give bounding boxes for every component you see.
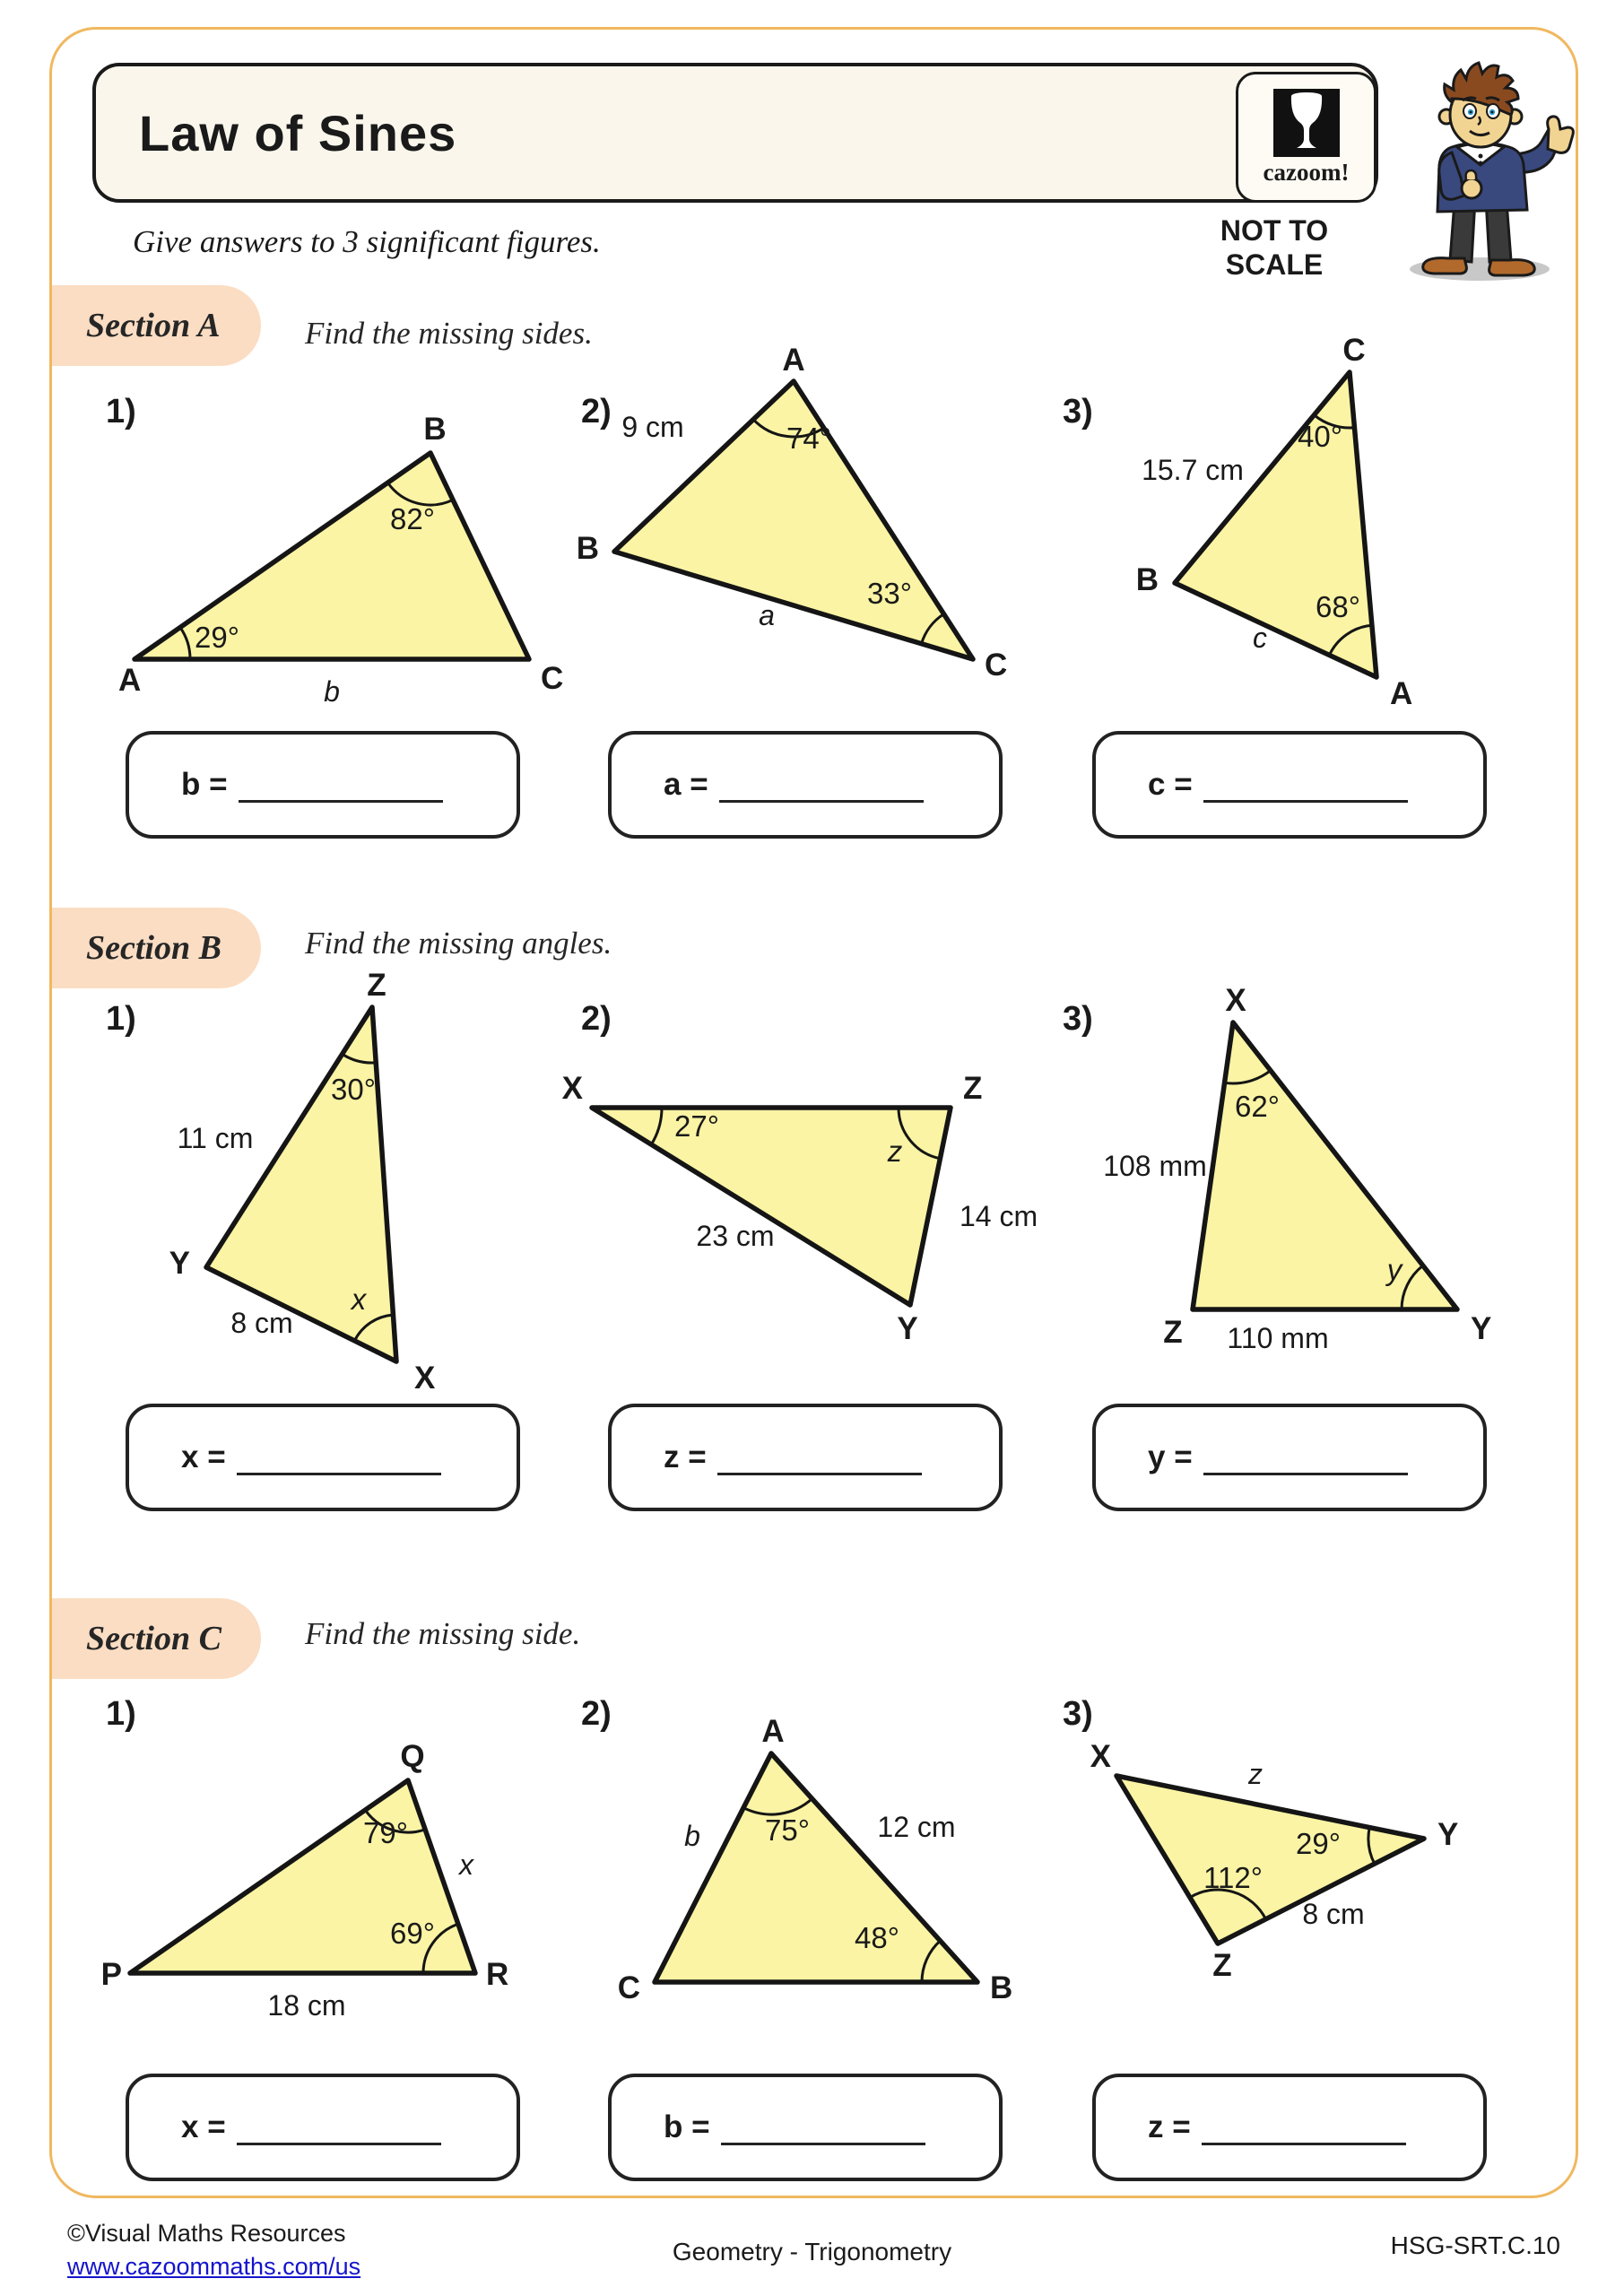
vertex-label: X [1090, 1739, 1111, 1774]
answer-blank-line [721, 2143, 925, 2145]
answer-label: b = [664, 2109, 710, 2144]
answer-box [608, 1404, 1003, 1511]
answer-box [1092, 2074, 1487, 2181]
triangle-c3 [1090, 1739, 1529, 2022]
side-label: 12 cm [877, 1811, 956, 1843]
angle-label: 82° [390, 502, 435, 535]
answer-label: c = [1148, 767, 1193, 802]
triangle-b1 [161, 968, 466, 1406]
answer-blank-line [237, 1473, 441, 1475]
footer-url-link[interactable]: www.cazoommaths.com/us [67, 2253, 361, 2280]
vertex-label: X [561, 1071, 583, 1106]
triangle-shape [1116, 1776, 1424, 1944]
angle-label: y [1386, 1253, 1403, 1286]
triangle-shape [135, 453, 529, 659]
side-label: x [459, 1848, 473, 1881]
side-label: 9 cm [621, 411, 684, 443]
answer-label: b = [181, 767, 228, 802]
vertex-label: A [761, 1714, 785, 1749]
problem-number: 2) [581, 1695, 612, 1733]
answer-blank-line [1202, 2143, 1406, 2145]
section-b-instruction: Find the missing angles. [305, 926, 612, 961]
vertex-label: Z [367, 968, 386, 1003]
angle-label: z [887, 1135, 903, 1168]
triangle-c1 [100, 1739, 511, 2036]
section-c-label: Section C [52, 1598, 261, 1679]
vertex-label: Y [1437, 1817, 1459, 1852]
angle-label: x [351, 1283, 367, 1316]
triangle-b2 [561, 1071, 1076, 1350]
angle-label: 33° [867, 577, 912, 610]
vertex-label: A [782, 343, 805, 378]
vertex-label: Z [963, 1071, 983, 1106]
side-label: 108 mm [1103, 1150, 1207, 1182]
problem-number: 1) [106, 393, 136, 430]
not-to-scale-line1: NOT TO [1220, 214, 1329, 247]
vertex-label: Y [169, 1246, 190, 1281]
answer-box [126, 1404, 520, 1511]
triangle-a2 [574, 343, 1022, 686]
vertex-label: C [541, 661, 564, 696]
vertex-label: B [423, 412, 447, 447]
angle-label: 79° [363, 1816, 408, 1849]
side-label: z [1248, 1758, 1263, 1790]
triangle-b3 [1103, 983, 1524, 1368]
angle-label: 29° [195, 621, 239, 654]
angle-label: 75° [765, 1813, 810, 1847]
side-label: b [324, 675, 340, 708]
vertex-label: B [990, 1970, 1013, 2005]
vertex-label: X [414, 1361, 436, 1396]
side-label: 8 cm [230, 1307, 293, 1339]
triangle-shape [1193, 1022, 1457, 1309]
vertex-label: A [1390, 676, 1413, 711]
vertex-label: Y [1471, 1311, 1492, 1346]
section-c-instruction: Find the missing side. [305, 1616, 581, 1651]
vertex-label: P [100, 1957, 122, 1992]
cazoom-goblet-icon [1273, 89, 1340, 157]
answer-box [608, 731, 1003, 839]
vertex-label: Y [897, 1311, 918, 1346]
answer-label: x = [181, 1439, 226, 1474]
vertex-label: Z [1163, 1315, 1183, 1350]
vertex-label: B [1135, 562, 1159, 597]
vertex-label: R [486, 1957, 509, 1992]
triangle-a3 [1112, 333, 1587, 711]
side-label: 8 cm [1302, 1898, 1365, 1930]
answer-label: y = [1148, 1439, 1193, 1474]
answer-box [608, 2074, 1003, 2181]
vertex-label: C [985, 648, 1008, 683]
vertex-label: A [118, 663, 142, 698]
vertex-label: B [576, 531, 599, 566]
section-a-instruction: Find the missing sides. [305, 316, 593, 351]
triangle-c2 [617, 1714, 1022, 2009]
footer-copyright: ©Visual Maths Resources [67, 2220, 346, 2247]
answer-box [126, 2074, 520, 2181]
answer-blank-line [237, 2143, 441, 2145]
answer-blank-line [1203, 800, 1408, 803]
angle-label: 69° [390, 1917, 435, 1950]
student-mascot-illustration [1385, 47, 1578, 284]
answer-label: z = [1148, 2109, 1191, 2144]
problem-number: 1) [106, 1695, 136, 1733]
side-label: 14 cm [960, 1200, 1038, 1232]
not-to-scale-line2: SCALE [1225, 248, 1324, 281]
answer-box [1092, 1404, 1487, 1511]
section-a-label: Section A [52, 285, 261, 366]
angle-label: 62° [1235, 1090, 1280, 1123]
vertex-label: Q [400, 1739, 425, 1774]
problem-number: 3) [1063, 1695, 1093, 1733]
angle-label: 74° [786, 422, 831, 455]
side-label: c [1253, 622, 1267, 654]
cazoom-logo [1236, 72, 1376, 203]
general-instruction: Give answers to 3 significant figures. [133, 224, 601, 259]
triangle-shape [1175, 372, 1376, 677]
problem-number: 3) [1063, 393, 1093, 430]
angle-label: 48° [855, 1921, 899, 1954]
side-label: 18 cm [267, 1989, 346, 2022]
vertex-label: C [1342, 333, 1366, 368]
problem-number: 2) [581, 1000, 612, 1038]
footer-category: Geometry - Trigonometry [672, 2238, 952, 2266]
answer-label: z = [664, 1439, 707, 1474]
side-label: a [759, 599, 775, 631]
angle-label: 112° [1203, 1861, 1263, 1894]
logo-wordmark: cazoom! [1263, 158, 1350, 186]
triangle-a1 [117, 404, 565, 709]
angle-label: 40° [1298, 420, 1342, 453]
vertex-label: Z [1212, 1948, 1232, 1983]
angle-label: 27° [674, 1109, 719, 1143]
answer-blank-line [719, 800, 924, 803]
angle-label: 68° [1316, 590, 1360, 623]
section-b-label: Section B [52, 908, 261, 988]
footer-standard-code: HSG-SRT.C.10 [1390, 2231, 1560, 2259]
triangle-shape [655, 1753, 977, 1982]
page-title: Law of Sines [139, 104, 457, 161]
side-label: 23 cm [696, 1220, 775, 1252]
problem-number: 2) [581, 393, 612, 430]
angle-label: 29° [1296, 1827, 1341, 1860]
problem-number: 3) [1063, 1000, 1093, 1038]
answer-box [1092, 731, 1487, 839]
vertex-label: X [1225, 983, 1246, 1018]
side-label: 15.7 cm [1142, 454, 1244, 486]
angle-label: 30° [331, 1073, 376, 1106]
not-to-scale-note [1193, 213, 1356, 282]
answer-box [126, 731, 520, 839]
problem-number: 1) [106, 1000, 136, 1038]
vertex-label: C [617, 1970, 640, 2005]
side-label: 11 cm [177, 1122, 254, 1154]
answer-blank-line [1203, 1473, 1408, 1475]
title-box [92, 63, 1378, 203]
side-label: b [684, 1820, 700, 1852]
answer-blank-line [239, 800, 443, 803]
answer-blank-line [717, 1473, 922, 1475]
answer-label: x = [181, 2109, 226, 2144]
side-label: 110 mm [1227, 1322, 1329, 1354]
answer-label: a = [664, 767, 708, 802]
